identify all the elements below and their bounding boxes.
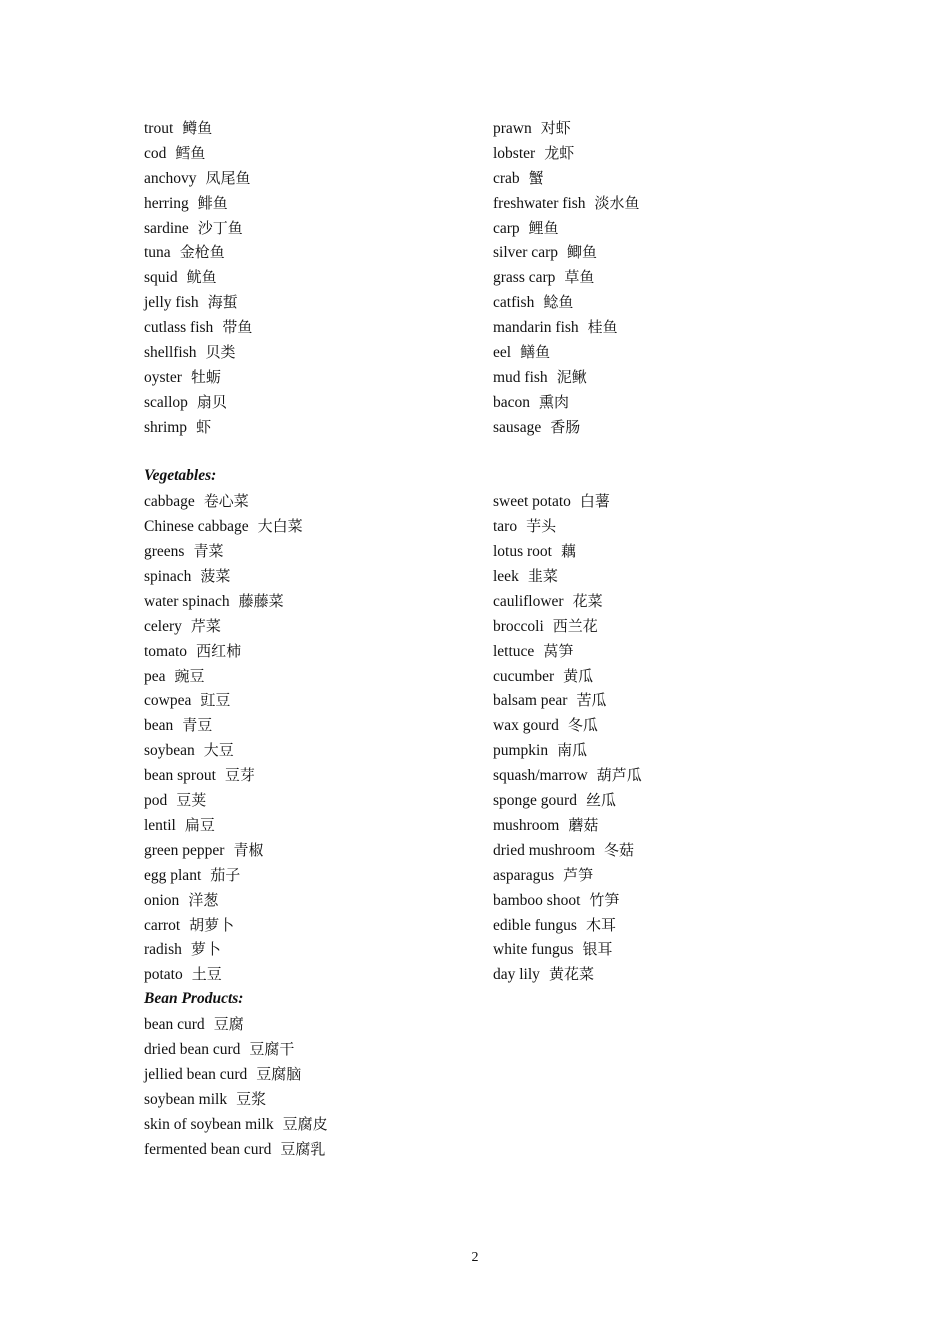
english-term: celery bbox=[144, 617, 182, 635]
vocab-entry-mushroom bbox=[493, 814, 823, 839]
english-term: mandarin fish bbox=[493, 319, 579, 337]
english-term: sweet potato bbox=[493, 493, 571, 511]
vocab-entry-tuna bbox=[144, 241, 474, 266]
chinese-term: 鱿鱼 bbox=[186, 268, 217, 287]
chinese-term: 青豆 bbox=[182, 716, 213, 735]
english-term: shellfish bbox=[144, 344, 197, 362]
chinese-term: 泥鳅 bbox=[556, 367, 587, 386]
chinese-term: 卷心菜 bbox=[203, 492, 249, 511]
vocab-entry-prawn bbox=[493, 117, 823, 142]
chinese-term: 鳕鱼 bbox=[175, 143, 206, 162]
chinese-term: 木耳 bbox=[585, 915, 616, 934]
english-term: broccoli bbox=[493, 617, 544, 635]
vocab-entry-catfish bbox=[493, 291, 823, 316]
chinese-term: 虾 bbox=[196, 417, 212, 436]
english-term: pumpkin bbox=[493, 742, 549, 760]
english-term: bean sprout bbox=[144, 767, 216, 785]
chinese-term: 竹笋 bbox=[589, 890, 620, 909]
english-term: prawn bbox=[493, 120, 532, 137]
vocab-entry-lettuce bbox=[493, 640, 823, 665]
english-term: bamboo shoot bbox=[493, 891, 581, 909]
chinese-term: 带鱼 bbox=[222, 318, 253, 337]
english-term: potato bbox=[144, 966, 183, 984]
chinese-term: 芋头 bbox=[526, 517, 557, 536]
chinese-term: 豆荚 bbox=[176, 791, 207, 810]
vocab-entry-bean bbox=[144, 714, 474, 739]
chinese-term: 菠菜 bbox=[200, 567, 231, 586]
chinese-term: 扇贝 bbox=[196, 392, 227, 411]
vocab-entry-soybean bbox=[144, 739, 474, 764]
english-term: tuna bbox=[144, 244, 171, 262]
left-column bbox=[144, 117, 474, 1162]
vocab-entry-fermented-bean-curd bbox=[144, 1138, 474, 1163]
vocab-entry-lentil bbox=[144, 814, 474, 839]
vocab-entry-pea bbox=[144, 665, 474, 690]
chinese-term: 鲶鱼 bbox=[543, 293, 574, 312]
vocab-entry-crab bbox=[493, 167, 823, 192]
english-term: egg plant bbox=[144, 866, 202, 884]
chinese-term: 豆浆 bbox=[236, 1089, 267, 1108]
chinese-term: 淡水鱼 bbox=[594, 193, 640, 212]
english-term: sausage bbox=[493, 418, 542, 436]
chinese-term: 海蜇 bbox=[207, 293, 238, 312]
vocab-entry-shellfish bbox=[144, 341, 474, 366]
chinese-term: 熏肉 bbox=[539, 392, 570, 411]
chinese-term: 青椒 bbox=[233, 840, 264, 859]
english-term: dried bean curd bbox=[144, 1040, 241, 1058]
page-number: 2 bbox=[471, 1250, 479, 1265]
vocab-entry-squid bbox=[144, 266, 474, 291]
chinese-term: 大豆 bbox=[203, 741, 234, 760]
vocab-entry-white-fungus bbox=[493, 938, 823, 963]
vocab-entry-oyster bbox=[144, 366, 474, 391]
chinese-term: 鲤鱼 bbox=[528, 218, 559, 237]
vocab-entry-freshwater-fish bbox=[493, 192, 823, 217]
chinese-term: 芹菜 bbox=[190, 616, 221, 635]
english-term: grass carp bbox=[493, 269, 556, 287]
vocab-entry-cowpea bbox=[144, 689, 474, 714]
chinese-term: 鳟鱼 bbox=[182, 119, 213, 137]
chinese-term: 丝瓜 bbox=[585, 791, 616, 810]
vocab-entry-anchovy bbox=[144, 167, 474, 192]
vocab-entry-dried-mushroom bbox=[493, 839, 823, 864]
english-term: green pepper bbox=[144, 841, 225, 859]
chinese-term: 香肠 bbox=[550, 417, 581, 436]
english-term: spinach bbox=[144, 568, 192, 586]
english-term: Chinese cabbage bbox=[144, 518, 249, 536]
english-term: carp bbox=[493, 219, 520, 237]
chinese-term: 藕 bbox=[561, 542, 577, 561]
vocab-entry-carrot bbox=[144, 914, 474, 939]
chinese-term: 贝类 bbox=[205, 343, 236, 362]
english-term: lettuce bbox=[493, 642, 535, 660]
english-term: trout bbox=[144, 120, 174, 137]
vocab-entry-grass-carp bbox=[493, 266, 823, 291]
english-term: bacon bbox=[493, 393, 531, 411]
vocab-entry-onion bbox=[144, 889, 474, 914]
vocab-entry-greens bbox=[144, 540, 474, 565]
english-term: pea bbox=[144, 667, 166, 685]
chinese-term: 西兰花 bbox=[552, 616, 598, 635]
blank-line bbox=[144, 441, 474, 466]
vocab-entry-mandarin-fish bbox=[493, 316, 823, 341]
chinese-term: 金枪鱼 bbox=[179, 243, 225, 262]
english-term: jellied bean curd bbox=[144, 1065, 248, 1083]
chinese-term: 芦笋 bbox=[563, 865, 594, 884]
vocab-entry-celery bbox=[144, 615, 474, 640]
chinese-term: 黄瓜 bbox=[563, 666, 594, 685]
blank-line bbox=[493, 441, 823, 466]
english-term: anchovy bbox=[144, 169, 197, 187]
vocab-entry-skin-of-soybean-milk bbox=[144, 1113, 474, 1138]
vocab-entry-jellied-bean-curd bbox=[144, 1063, 474, 1088]
english-term: asparagus bbox=[493, 866, 555, 884]
english-term: mud fish bbox=[493, 368, 548, 386]
english-term: edible fungus bbox=[493, 916, 577, 934]
chinese-term: 蟹 bbox=[528, 168, 544, 187]
vocab-entry-bean-curd bbox=[144, 1013, 474, 1038]
chinese-term: 韭菜 bbox=[527, 567, 558, 586]
english-term: skin of soybean milk bbox=[144, 1115, 274, 1133]
chinese-term: 大白菜 bbox=[257, 517, 303, 536]
english-term: mushroom bbox=[493, 816, 560, 834]
english-term: silver carp bbox=[493, 244, 558, 262]
vocab-entry-trout bbox=[144, 117, 474, 142]
vocab-entry-wax-gourd bbox=[493, 714, 823, 739]
chinese-term: 豌豆 bbox=[174, 666, 205, 685]
vocab-entry-jelly-fish bbox=[144, 291, 474, 316]
section-heading-bean-products: Bean Products: bbox=[144, 990, 244, 1008]
chinese-term: 冬瓜 bbox=[567, 716, 598, 735]
vocab-entry-water-spinach bbox=[144, 590, 474, 615]
chinese-term: 萝卜 bbox=[190, 940, 221, 959]
vocab-entry-chinese-cabbage bbox=[144, 515, 474, 540]
english-term: lobster bbox=[493, 144, 536, 162]
english-term: bean bbox=[144, 717, 174, 735]
english-term: catfish bbox=[493, 294, 535, 312]
section-heading-vegetables: Vegetables: bbox=[144, 467, 217, 485]
vocab-entry-potato bbox=[144, 963, 474, 988]
vocab-entry-sponge-gourd bbox=[493, 789, 823, 814]
chinese-term: 豆腐 bbox=[213, 1015, 244, 1034]
vocab-entry-spinach bbox=[144, 565, 474, 590]
vocab-entry-broccoli bbox=[493, 615, 823, 640]
english-term: day lily bbox=[493, 966, 540, 984]
vocab-entry-edible-fungus bbox=[493, 914, 823, 939]
chinese-term: 沙丁鱼 bbox=[197, 218, 243, 237]
chinese-term: 西红柿 bbox=[196, 641, 242, 660]
chinese-term: 藤藤菜 bbox=[238, 591, 284, 610]
vocab-entry-day-lily bbox=[493, 963, 823, 988]
english-term: lotus root bbox=[493, 543, 552, 561]
english-term: cucumber bbox=[493, 667, 555, 685]
chinese-term: 豆腐干 bbox=[249, 1039, 295, 1058]
vocab-entry-asparagus bbox=[493, 864, 823, 889]
english-term: crab bbox=[493, 169, 520, 187]
vocab-entry-sardine bbox=[144, 217, 474, 242]
vocab-entry-cutlass-fish bbox=[144, 316, 474, 341]
english-term: bean curd bbox=[144, 1016, 205, 1034]
english-term: freshwater fish bbox=[493, 194, 586, 212]
right-column bbox=[493, 117, 823, 988]
english-term: carrot bbox=[144, 916, 181, 934]
vocab-entry-cabbage bbox=[144, 490, 474, 515]
english-term: scallop bbox=[144, 393, 188, 411]
english-term: cowpea bbox=[144, 692, 192, 710]
chinese-term: 豆腐脑 bbox=[256, 1064, 302, 1083]
english-term: dried mushroom bbox=[493, 841, 596, 859]
english-term: cutlass fish bbox=[144, 319, 214, 337]
vocab-entry-lobster bbox=[493, 142, 823, 167]
chinese-term: 蘑菇 bbox=[568, 815, 599, 834]
chinese-term: 豇豆 bbox=[200, 691, 231, 710]
english-term: tomato bbox=[144, 642, 188, 660]
chinese-term: 凤尾鱼 bbox=[205, 168, 251, 187]
chinese-term: 豆芽 bbox=[224, 766, 255, 785]
vocab-entry-silver-carp bbox=[493, 241, 823, 266]
english-term: lentil bbox=[144, 816, 176, 834]
vocab-entry-tomato bbox=[144, 640, 474, 665]
chinese-term: 鲱鱼 bbox=[197, 193, 228, 212]
english-term: shrimp bbox=[144, 418, 188, 436]
vocab-entry-mud-fish bbox=[493, 366, 823, 391]
chinese-term: 草鱼 bbox=[564, 268, 595, 287]
vocab-entry-shrimp bbox=[144, 416, 474, 441]
english-term: balsam pear bbox=[493, 692, 568, 710]
english-term: water spinach bbox=[144, 592, 230, 610]
vocab-entry-bean-sprout bbox=[144, 764, 474, 789]
vocab-entry-lotus-root bbox=[493, 540, 823, 565]
chinese-term: 对虾 bbox=[540, 119, 571, 137]
vocab-entry-bamboo-shoot bbox=[493, 889, 823, 914]
english-term: pod bbox=[144, 792, 168, 810]
vocab-entry-eel bbox=[493, 341, 823, 366]
chinese-term: 白薯 bbox=[579, 492, 610, 511]
english-term: squid bbox=[144, 269, 178, 287]
chinese-term: 南瓜 bbox=[557, 741, 588, 760]
chinese-term: 土豆 bbox=[191, 965, 222, 984]
chinese-term: 青菜 bbox=[193, 542, 224, 561]
chinese-term: 龙虾 bbox=[544, 143, 575, 162]
vocab-entry-leek bbox=[493, 565, 823, 590]
english-term: cauliflower bbox=[493, 592, 564, 610]
chinese-term: 桂鱼 bbox=[587, 318, 618, 337]
vocab-entry-scallop bbox=[144, 391, 474, 416]
vocab-entry-sweet-potato bbox=[493, 490, 823, 515]
vocab-entry-squash-marrow bbox=[493, 764, 823, 789]
chinese-term: 茄子 bbox=[210, 865, 241, 884]
chinese-term: 冬菇 bbox=[604, 840, 635, 859]
english-term: sardine bbox=[144, 219, 189, 237]
vocab-entry-soybean-milk bbox=[144, 1088, 474, 1113]
english-term: herring bbox=[144, 194, 189, 212]
vocab-entry-radish bbox=[144, 938, 474, 963]
chinese-term: 豆腐乳 bbox=[280, 1139, 326, 1158]
chinese-term: 洋葱 bbox=[188, 890, 219, 909]
english-term: onion bbox=[144, 891, 180, 909]
english-term: squash/marrow bbox=[493, 767, 588, 785]
chinese-term: 鳝鱼 bbox=[520, 343, 551, 362]
chinese-term: 苦瓜 bbox=[576, 691, 607, 710]
english-term: oyster bbox=[144, 368, 182, 386]
vocab-entry-cauliflower bbox=[493, 590, 823, 615]
chinese-term: 莴笋 bbox=[543, 641, 574, 660]
vocab-entry-dried-bean-curd bbox=[144, 1038, 474, 1063]
chinese-term: 花菜 bbox=[572, 591, 603, 610]
chinese-term: 银耳 bbox=[582, 940, 613, 959]
chinese-term: 黄花菜 bbox=[548, 965, 594, 984]
vocab-entry-taro bbox=[493, 515, 823, 540]
chinese-term: 葫芦瓜 bbox=[596, 766, 642, 785]
english-term: greens bbox=[144, 543, 185, 561]
blank-line bbox=[493, 465, 823, 490]
chinese-term: 胡萝卜 bbox=[189, 915, 235, 934]
chinese-term: 鲫鱼 bbox=[566, 243, 597, 262]
english-term: cabbage bbox=[144, 493, 195, 511]
chinese-term: 牡蛎 bbox=[190, 367, 221, 386]
vocab-entry-carp bbox=[493, 217, 823, 242]
vocab-entry-green-pepper bbox=[144, 839, 474, 864]
english-term: radish bbox=[144, 941, 182, 959]
english-term: taro bbox=[493, 518, 518, 536]
vocab-entry-balsam-pear bbox=[493, 689, 823, 714]
vocab-entry-pumpkin bbox=[493, 739, 823, 764]
english-term: white fungus bbox=[493, 941, 574, 959]
chinese-term: 扁豆 bbox=[184, 815, 215, 834]
english-term: sponge gourd bbox=[493, 792, 577, 810]
english-term: soybean bbox=[144, 742, 195, 760]
english-term: leek bbox=[493, 568, 519, 586]
english-term: eel bbox=[493, 344, 512, 362]
vocab-entry-cucumber bbox=[493, 665, 823, 690]
vocab-entry-egg-plant bbox=[144, 864, 474, 889]
english-term: jelly fish bbox=[144, 294, 199, 312]
vocab-entry-sausage bbox=[493, 416, 823, 441]
english-term: fermented bean curd bbox=[144, 1140, 272, 1158]
vocab-entry-pod bbox=[144, 789, 474, 814]
vocab-entry-herring bbox=[144, 192, 474, 217]
vocab-entry-cod bbox=[144, 142, 474, 167]
vocab-entry-bacon bbox=[493, 391, 823, 416]
english-term: soybean milk bbox=[144, 1090, 228, 1108]
english-term: cod bbox=[144, 144, 167, 162]
chinese-term: 豆腐皮 bbox=[282, 1114, 328, 1133]
english-term: wax gourd bbox=[493, 717, 559, 735]
